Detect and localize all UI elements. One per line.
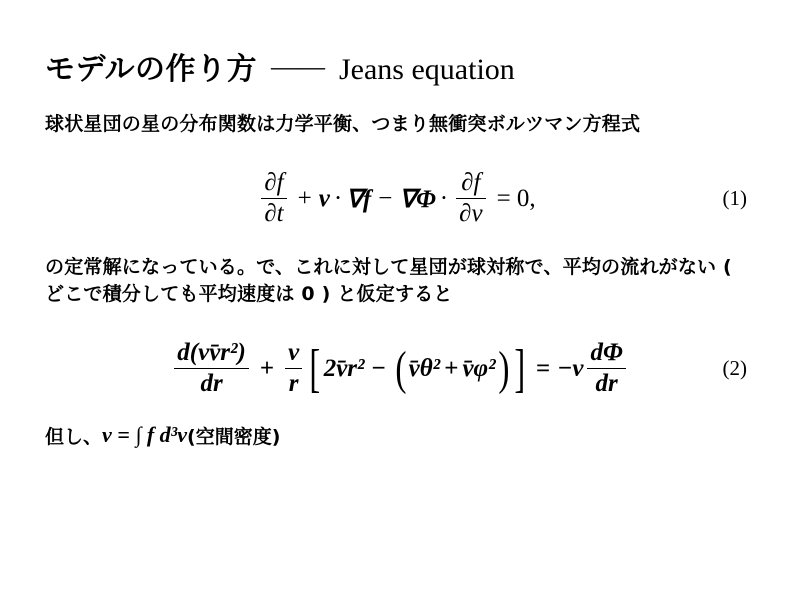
nabla-f: ∇f	[346, 185, 372, 213]
frac-numerator: dΦ	[590, 339, 623, 367]
density-definition: ν = ∫ f d³v	[102, 422, 188, 448]
title-english: Jeans equation	[339, 53, 515, 86]
d-phi-dr-fraction	[587, 339, 625, 399]
frac-bar	[587, 368, 625, 369]
equation-2-expression	[170, 339, 629, 399]
partial-f-partial-v-fraction	[456, 169, 485, 229]
nabla-phi: ∇Φ	[399, 185, 436, 213]
minus-operator: −	[371, 354, 386, 382]
inner-plus-operator: +	[444, 354, 459, 382]
velocity-vector: v	[318, 184, 330, 212]
frac-bar	[285, 368, 302, 369]
nu-over-r-fraction	[285, 339, 302, 399]
two-vr-squared-term: 2v̄r²	[323, 354, 365, 382]
closing-line	[45, 422, 755, 449]
equation-1-expression	[257, 169, 542, 229]
paragraph-1: 球状星団の星の分布関数は力学平衡、つまり無衝突ボルツマン方程式	[45, 113, 641, 135]
frac-denominator: r	[288, 370, 299, 398]
frac-denominator: dr	[200, 370, 223, 398]
plus-operator: +	[259, 354, 275, 382]
frac-numerator: d(νv̄r²)	[177, 339, 246, 367]
partial-f-partial-t-fraction	[261, 169, 286, 229]
plus-operator: +	[297, 184, 312, 212]
title-japanese: モデルの作り方	[45, 52, 257, 87]
frac-bar	[456, 198, 485, 199]
closing-suffix: (空間密度)	[187, 425, 281, 448]
minus-nu: −ν	[557, 354, 584, 382]
v-phi-squared-term: v̄φ²	[462, 354, 496, 382]
paren-open: (	[395, 342, 407, 395]
closing-prefix: 但し、	[45, 425, 103, 448]
frac-numerator: ∂f	[264, 169, 284, 197]
paragraph-2: の定常解になっている。で、これに対して星団が球対称で、平均の流れがない ( どこで積分しても平均速度は 0 ) と仮定すると	[45, 255, 732, 305]
minus-operator: −	[378, 184, 393, 212]
frac-numerator: ν	[288, 339, 300, 367]
frac-bar	[174, 368, 249, 369]
title-dash: ——	[271, 51, 325, 81]
equation-1	[45, 166, 755, 232]
equation-2	[45, 336, 755, 402]
v-theta-squared-term: v̄θ²	[408, 354, 441, 382]
frac-denominator: dr	[595, 370, 618, 398]
frac-bar	[261, 198, 286, 199]
bracket-open: [	[309, 339, 321, 398]
frac-denominator: ∂t	[264, 200, 284, 228]
paren-close: )	[498, 342, 510, 395]
dot-operator-1: ·	[333, 184, 343, 212]
bracket-close: ]	[514, 339, 526, 398]
equation-2-number: (2)	[722, 356, 747, 381]
d-nu-vr2-dr-fraction	[174, 339, 249, 399]
dot-operator-2: ·	[439, 184, 449, 212]
frac-denominator: ∂v	[459, 200, 483, 228]
equation-1-number: (1)	[722, 186, 747, 211]
equals-operator: =	[535, 354, 551, 382]
equals-zero: = 0,	[496, 184, 536, 212]
frac-numerator: ∂f	[461, 169, 481, 197]
page-title	[45, 51, 755, 87]
